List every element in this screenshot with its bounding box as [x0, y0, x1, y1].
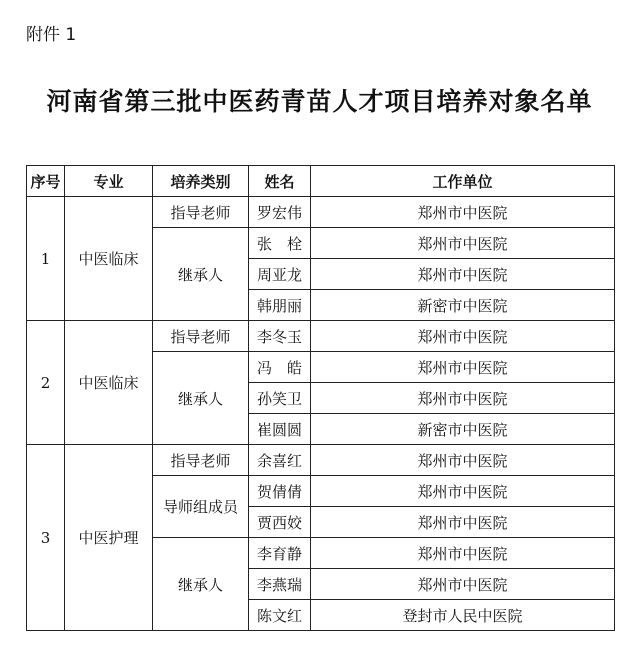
row-unit: 郑州市中医院: [311, 476, 615, 507]
row-unit: 登封市人民中医院: [311, 600, 615, 631]
header-category: 培养类别: [153, 166, 249, 197]
row-name: 张 栓: [249, 228, 311, 259]
row-unit: 郑州市中医院: [311, 445, 615, 476]
row-category: 指导老师: [153, 197, 249, 228]
row-index: 3: [27, 445, 65, 631]
header-unit: 工作单位: [311, 166, 615, 197]
row-unit: 郑州市中医院: [311, 383, 615, 414]
table-row: [27, 197, 615, 228]
row-major: 中医临床: [65, 321, 153, 445]
row-unit: 郑州市中医院: [311, 507, 615, 538]
roster-body: [27, 197, 615, 631]
row-name: 孙笑卫: [249, 383, 311, 414]
row-unit: 郑州市中医院: [311, 569, 615, 600]
row-index: 1: [27, 197, 65, 321]
row-category: 指导老师: [153, 321, 249, 352]
row-unit: 郑州市中医院: [311, 259, 615, 290]
header-major: 专业: [65, 166, 153, 197]
page-title: 河南省第三批中医药青苗人才项目培养对象名单: [46, 87, 593, 116]
attachment-label: 附件 1: [26, 25, 77, 45]
row-major: 中医临床: [65, 197, 153, 321]
row-category: 导师组成员: [153, 476, 249, 538]
row-name: 贾西姣: [249, 507, 311, 538]
row-name: 冯 皓: [249, 352, 311, 383]
table-row: [27, 445, 615, 476]
row-category: 继承人: [153, 228, 249, 321]
row-major: 中医护理: [65, 445, 153, 631]
row-name: 余喜红: [249, 445, 311, 476]
roster-table: [26, 165, 615, 631]
header-name: 姓名: [249, 166, 311, 197]
row-category: 继承人: [153, 352, 249, 445]
row-category: 继承人: [153, 538, 249, 631]
row-name: 李燕瑞: [249, 569, 311, 600]
header-index: 序号: [27, 166, 65, 197]
table-header-row: [27, 166, 615, 197]
row-category: 指导老师: [153, 445, 249, 476]
row-unit: 新密市中医院: [311, 414, 615, 445]
row-unit: 郑州市中医院: [311, 321, 615, 352]
row-name: 贺倩倩: [249, 476, 311, 507]
row-name: 周亚龙: [249, 259, 311, 290]
row-unit: 郑州市中医院: [311, 197, 615, 228]
row-name: 韩朋丽: [249, 290, 311, 321]
row-index: 2: [27, 321, 65, 445]
row-unit: 郑州市中医院: [311, 352, 615, 383]
row-name: 罗宏伟: [249, 197, 311, 228]
row-unit: 郑州市中医院: [311, 538, 615, 569]
row-name: 陈文红: [249, 600, 311, 631]
table-row: [27, 321, 615, 352]
row-name: 崔圆圆: [249, 414, 311, 445]
row-name: 李育静: [249, 538, 311, 569]
row-unit: 新密市中医院: [311, 290, 615, 321]
row-unit: 郑州市中医院: [311, 228, 615, 259]
row-name: 李冬玉: [249, 321, 311, 352]
